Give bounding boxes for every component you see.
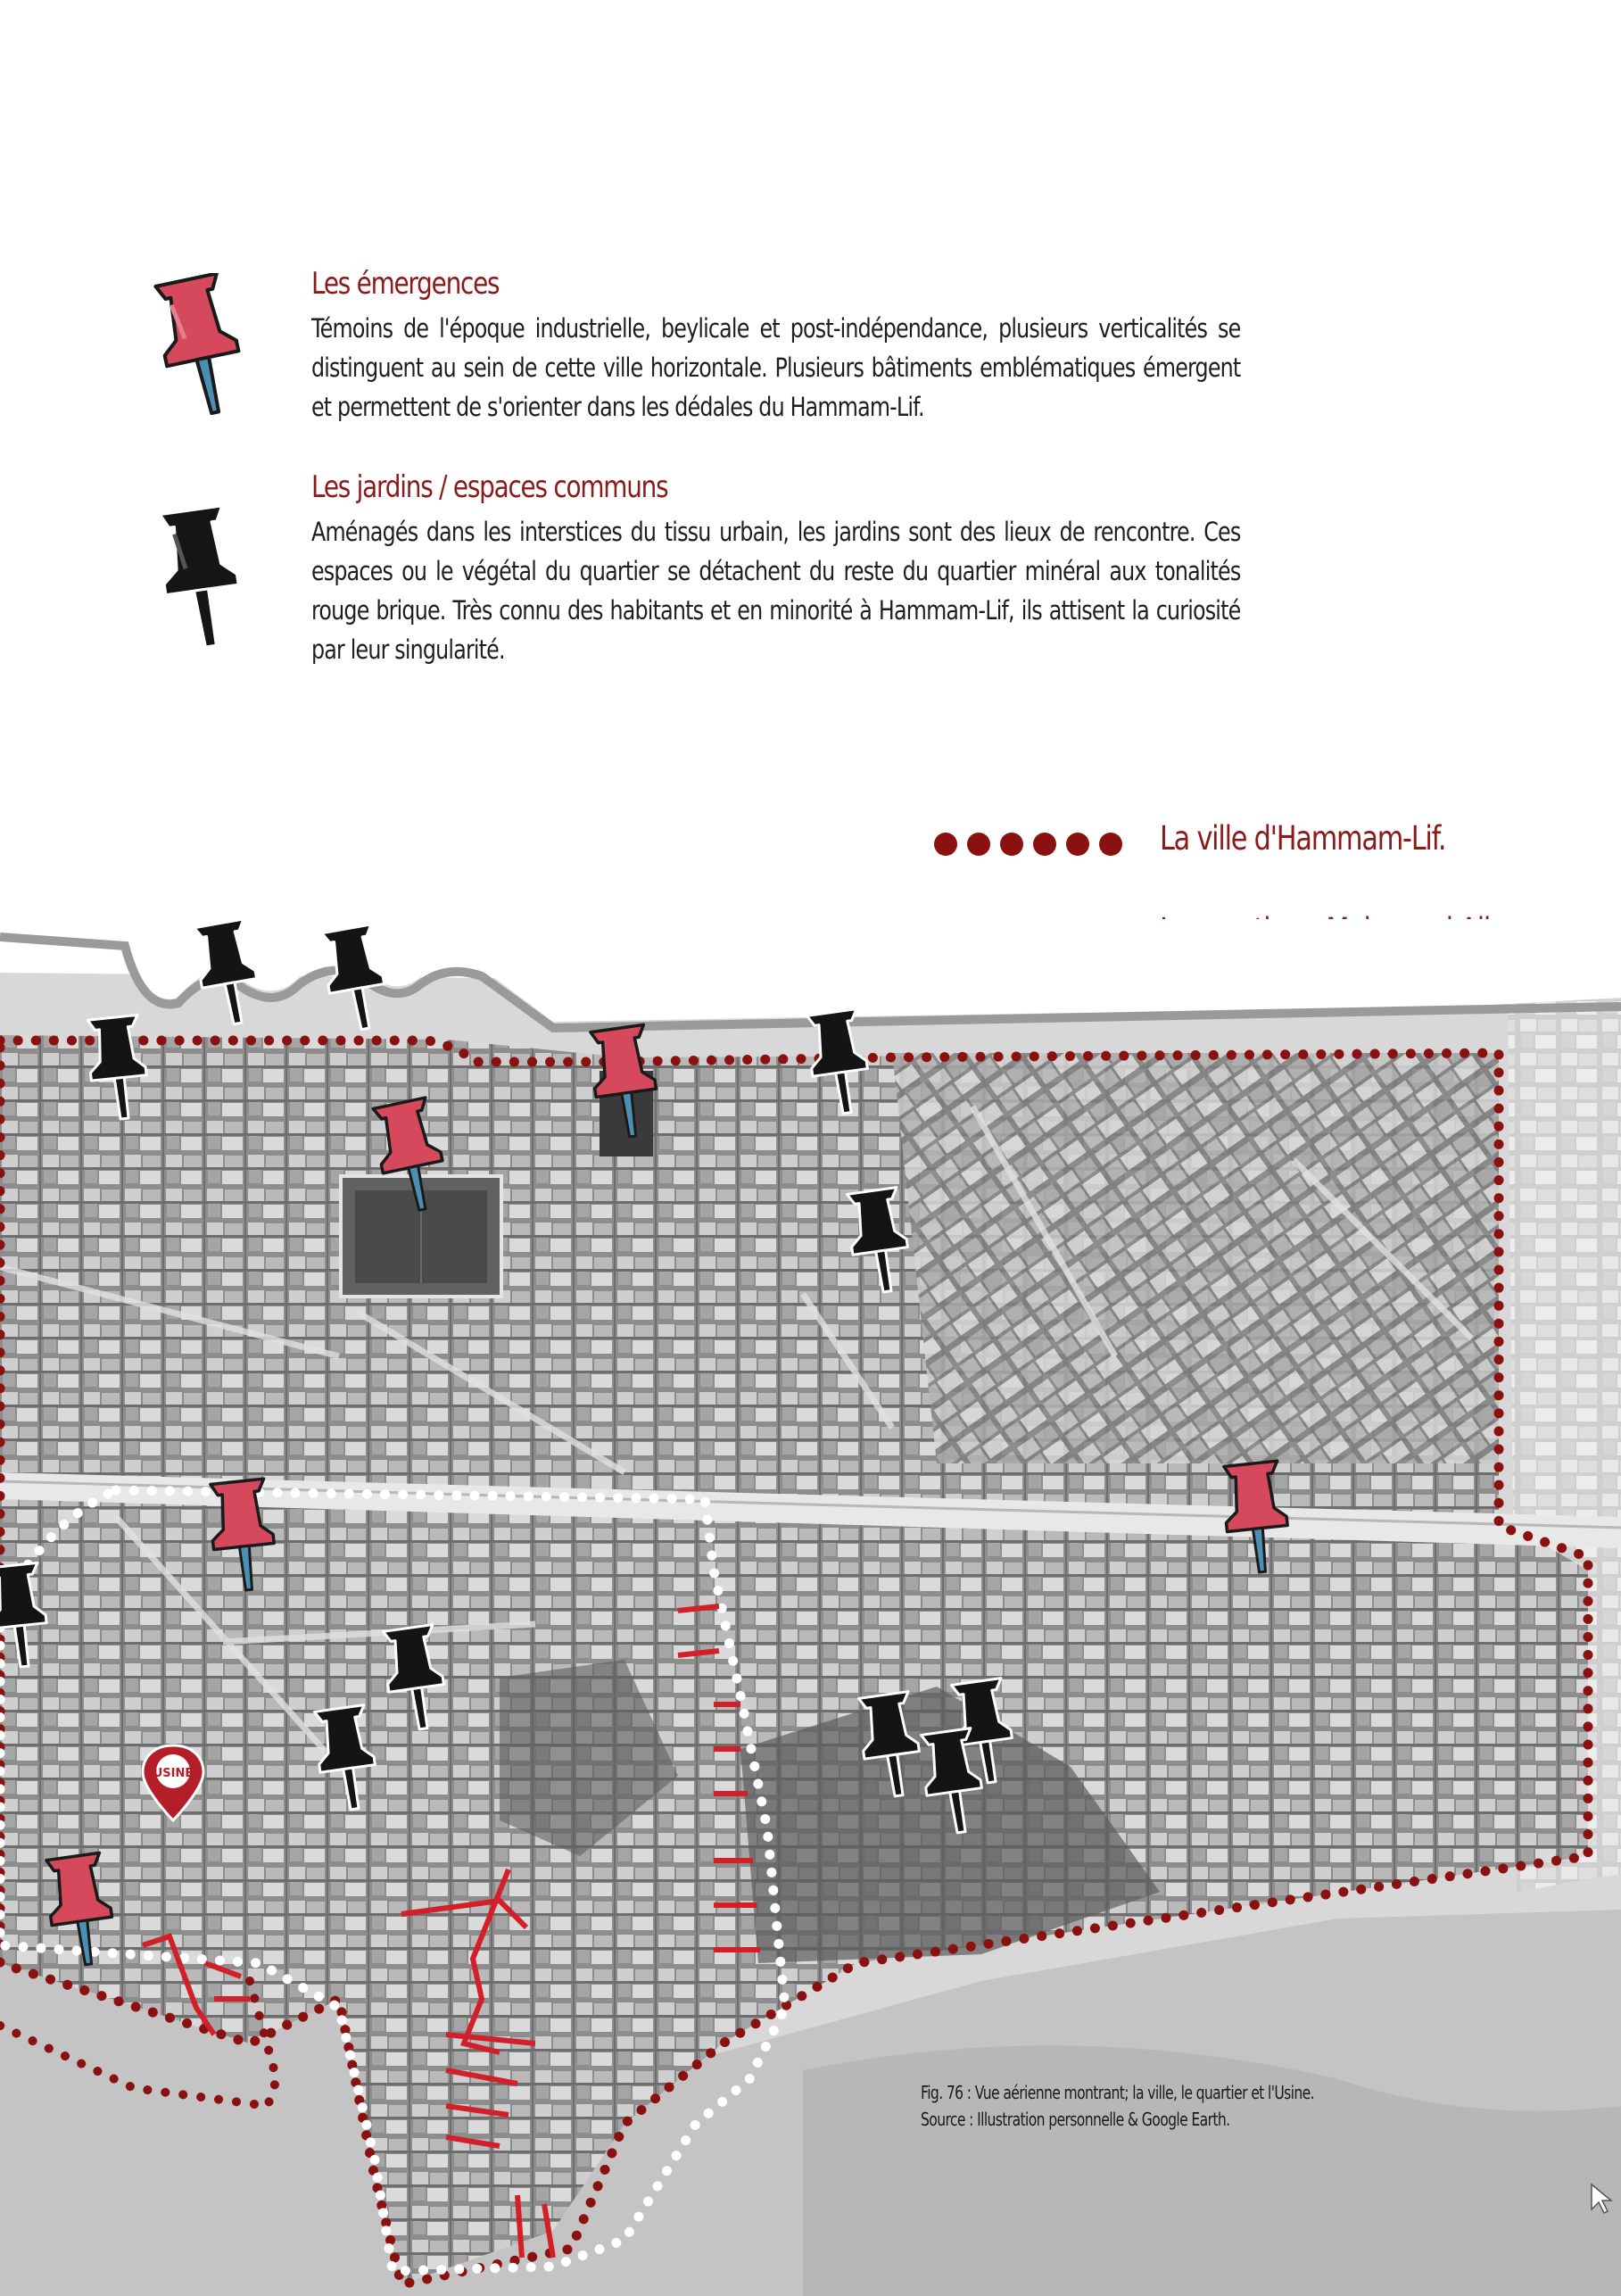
- city-dotted-line-swatch: [928, 829, 1133, 859]
- caption-line: Fig. 76 : Vue aérienne montrant; la ville, le quartier et l'Usine.: [921, 2082, 1314, 2103]
- aerial-map: [0, 919, 1621, 2296]
- figure-caption: [921, 2079, 1314, 2133]
- black-pushpin-icon: [152, 504, 250, 656]
- red-pushpin-icon: [152, 273, 250, 425]
- legend-title: Les jardins / espaces communs: [311, 469, 668, 505]
- city-key-label: La ville d'Hammam-Lif.: [1160, 819, 1446, 858]
- caption-source: Source : Illustration personnelle & Google Earth.: [921, 2109, 1230, 2130]
- legend-description: Aménagés dans les interstices du tissu urbain, les jardins sont des lieux de rencontre. Ces espaces ou le végétal du quartier se détachent du reste du quartier minéral aux tonalités rouge brique. Très connu des habitants et en minorité à Hammam-Lif, ils attisent la curiosité par leur singularité.: [311, 517, 1241, 665]
- legend-description: Témoins de l'époque industrielle, beylicale et post-indépendance, plusieurs verticalités se distinguent au sein de cette ville horizontale. Plusieurs bâtiments emblématiques émergent et permettent de s'orienter dans les dédales du Hammam-Lif.: [311, 313, 1241, 422]
- usine-marker-label: USINE: [153, 1767, 194, 1780]
- legend-title: Les émergences: [311, 266, 500, 302]
